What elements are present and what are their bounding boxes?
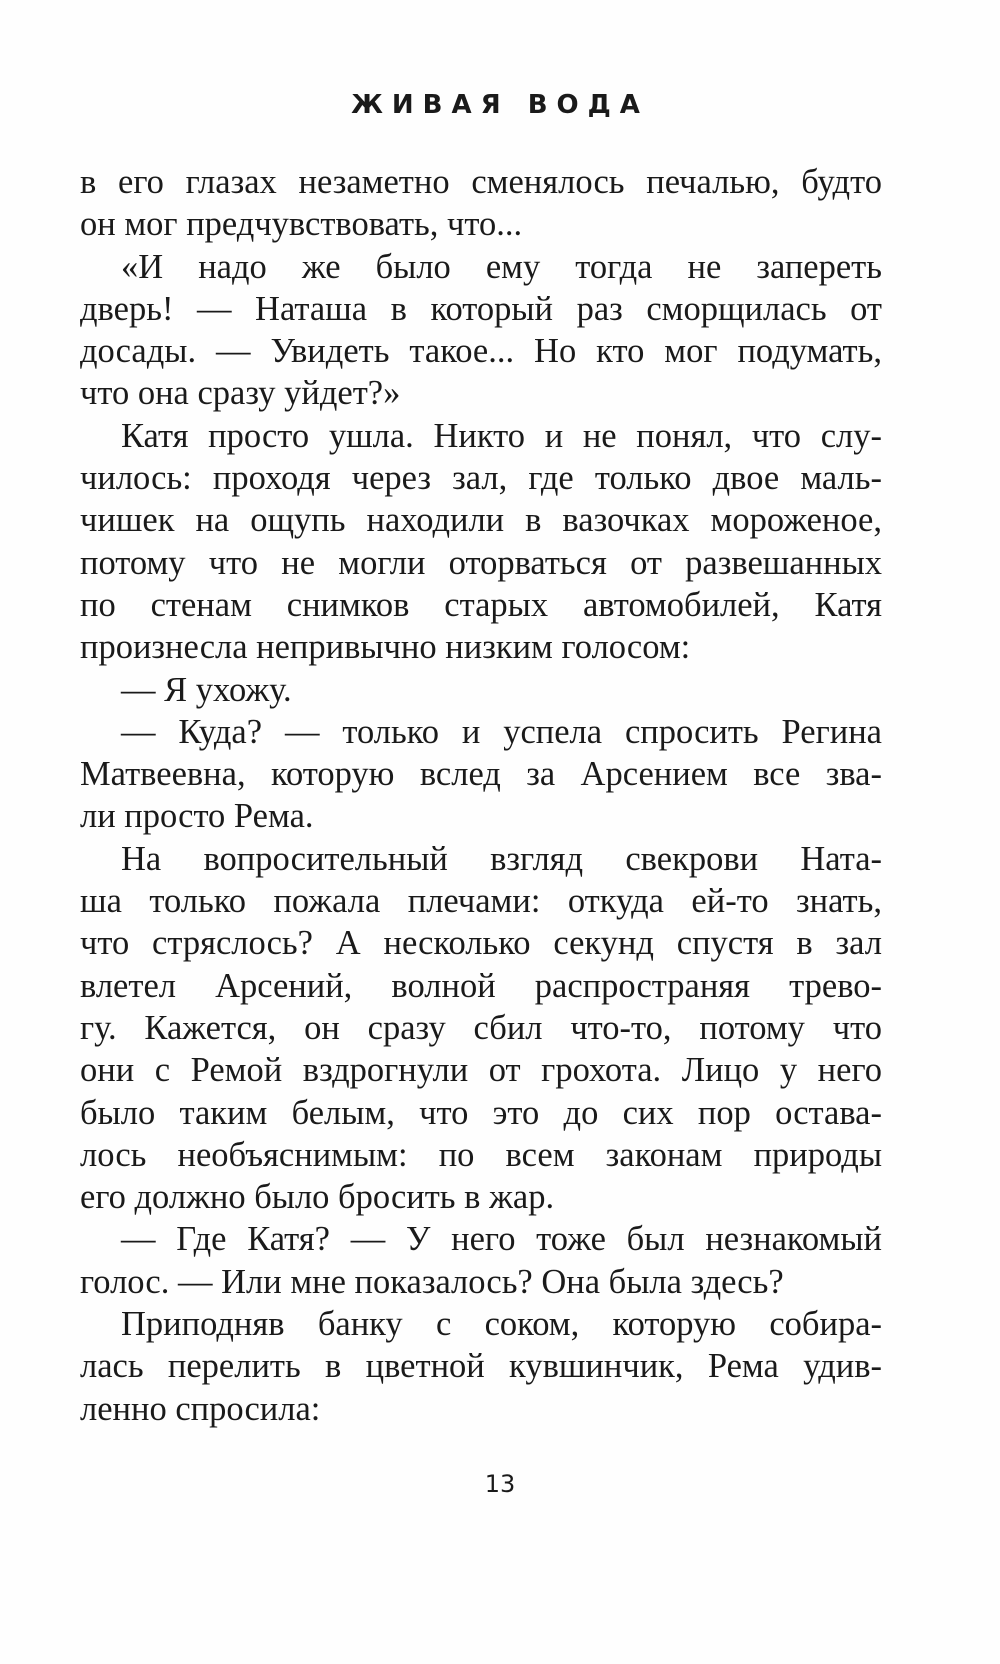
text-line: На вопросительный взгляд свекрови Ната- [121,839,882,878]
body-text [80,161,882,1430]
text-line: было таким белым, что это до сих пор остава- [80,1093,882,1132]
text-line: чишек на ощупь находили в вазочках мороженое, [80,501,882,540]
running-head: ЖИВАЯ ВОДА [351,90,649,120]
text-line: лась перелить в цветной кувшинчик, Рема удив- [80,1347,882,1386]
text-line: его должно было бросить в жар. [80,1178,555,1217]
text-line: по стенам снимков старых автомобилей, Катя [80,585,882,624]
text-line: ша только пожала плечами: откуда ей-то знать, [80,882,882,921]
text-line: они с Ремой вздрогнули от грохота. Лицо у него [80,1051,882,1090]
text-line: Приподняв банку с соком, которую собира- [121,1305,882,1344]
text-line: Катя просто ушла. Никто и не понял, что слу- [121,416,882,455]
text-line: произнесла непривычно низким голосом: [80,628,691,667]
text-line: гу. Кажется, он сразу сбил что-то, потому что [80,1008,882,1047]
text-line: что она сразу уйдет?» [80,374,401,413]
text-line: влетел Арсений, волной распространяя трево- [80,966,882,1005]
text-line: он мог предчувствовать, что... [80,205,523,244]
text-line: ли просто Рема. [80,797,314,836]
text-line: голос. — Или мне показалось? Она была здесь? [80,1262,784,1301]
text-line: досады. — Увидеть такое... Но кто мог подумать, [80,332,882,371]
text-line: ленно спросила: [80,1389,321,1428]
text-line: потому что не могли оторваться от развешанных [80,543,882,582]
text-line: — Где Катя? — У него тоже был незнакомый [121,1220,882,1259]
text-line: Матвеевна, которую вслед за Арсением все зва- [80,755,882,794]
text-line: — Куда? — только и успела спросить Регина [121,712,882,751]
text-line: в его глазах незаметно сменялось печалью, будто [80,163,882,201]
text-line: лось необъяснимым: по всем законам природы [80,1135,882,1174]
page-number: 13 [484,1470,516,1498]
text-line: чилось: проходя через зал, где только двое маль- [80,459,882,498]
text-line: — Я ухожу. [121,670,292,709]
text-line: что стряслось? А несколько секунд спустя в зал [80,924,882,963]
text-line: дверь! — Наташа в который раз сморщилась от [80,289,882,328]
text-line: «И надо же было ему тогда не запереть [121,247,882,286]
